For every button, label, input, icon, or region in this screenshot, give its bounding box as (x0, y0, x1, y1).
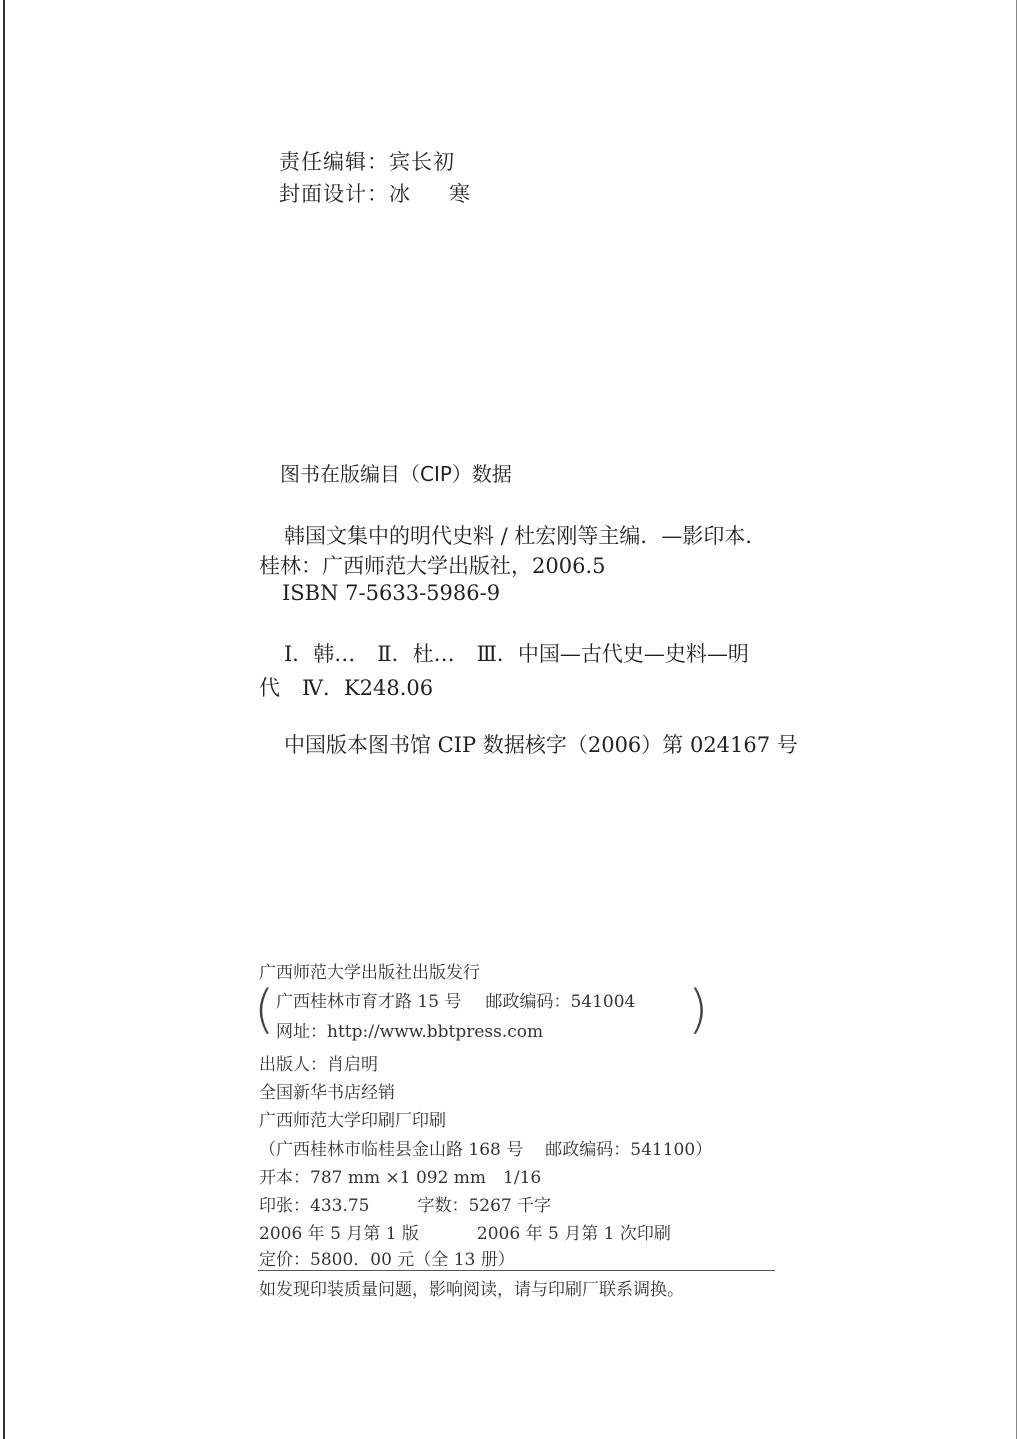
subject-4b: Ⅳ．K248.06 (302, 676, 434, 700)
price-line: 定价：5800．00 元（全 13 册） (259, 1250, 515, 1270)
subject-2: Ⅱ．杜… (377, 642, 455, 666)
subject-1: Ⅰ．韩… (284, 642, 356, 666)
printer-address-line (259, 1135, 712, 1160)
subject-3: Ⅲ．中国—古代史—史料—明 (476, 642, 749, 666)
edition: 2006 年 5 月第 1 版 (259, 1224, 419, 1244)
cover-name-second: 寒 (449, 182, 471, 206)
publisher-line: 广西师范大学出版社出版发行 (259, 963, 480, 983)
printer-postcode: 邮政编码：541100） (545, 1140, 713, 1160)
cip-record-line: 中国版本图书馆 CIP 数据核字（2006）第 024167 号 (284, 733, 798, 757)
cip-classification-line (259, 672, 433, 702)
address-line (276, 987, 635, 1012)
sheets-line (259, 1191, 551, 1216)
website-label: 网址： (276, 1022, 327, 1042)
address-paren-close: ) (688, 980, 709, 1040)
cover-label: 封面设计： (279, 182, 389, 206)
notice-line: 如发现印装质量问题，影响阅读，请与印刷厂联系调换。 (259, 1280, 684, 1300)
distributor-line: 全国新华书店经销 (259, 1083, 395, 1103)
postcode: 541004 (570, 992, 636, 1012)
cip-heading: 图书在版编目（CIP）数据 (280, 462, 512, 486)
sheets: 印张：433.75 (259, 1196, 370, 1216)
subject-4a: 代 (259, 676, 280, 700)
postcode-label: 邮政编码： (485, 992, 571, 1012)
format-line: 开本：787 mm ×1 092 mm 1/16 (259, 1168, 542, 1188)
printing: 2006 年 5 月第 1 次印刷 (476, 1224, 671, 1244)
cover-name-first: 冰 (389, 182, 411, 206)
cip-subjects-line (284, 638, 749, 668)
cip-imprint-line: 桂林：广西师范大学出版社，2006.5 (259, 554, 606, 578)
cip-title-line: 韩国文集中的明代史料 / 杜宏刚等主编．—影印本． (284, 524, 767, 548)
notice-divider (258, 1270, 775, 1271)
printer-address: （广西桂林市临桂县金山路 168 号 (259, 1140, 524, 1160)
edition-line (259, 1219, 671, 1244)
printer-line: 广西师范大学印刷厂印刷 (259, 1111, 446, 1131)
wordcount: 字数：5267 千字 (417, 1196, 552, 1216)
address: 广西桂林市育才路 15 号 (276, 992, 462, 1012)
editor-label: 责任编辑： (279, 150, 389, 174)
website: http://www.bbtpress.com (327, 1022, 544, 1042)
cip-isbn-line: ISBN 7-5633-5986-9 (282, 581, 501, 605)
website-line (276, 1017, 543, 1042)
page-border-left (3, 0, 5, 1439)
editor-name: 宾长初 (389, 150, 455, 174)
address-paren-open: ( (254, 980, 275, 1040)
publisher-person-line: 出版人：肖启明 (259, 1055, 378, 1075)
editor-line (279, 146, 455, 176)
cover-design-line (279, 178, 471, 208)
